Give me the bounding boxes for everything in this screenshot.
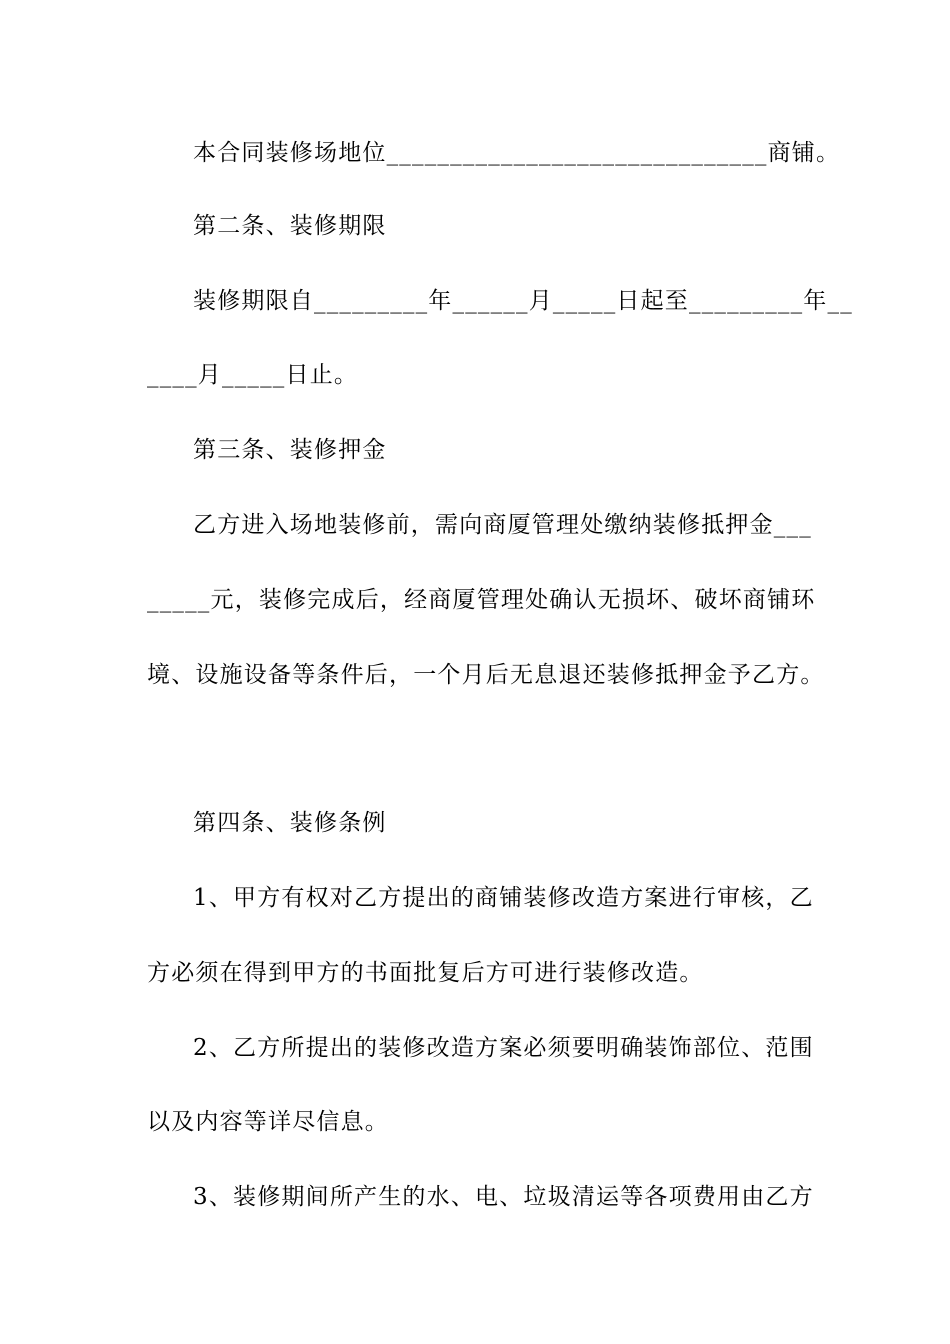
text-line-rule-3a: 3、装修期间所产生的水、电、垃圾清运等各项费用由乙方 [193, 1184, 814, 1210]
text-line-deposit-3: 境、设施设备等条件后，一个月后无息退还装修抵押金予乙方。 [147, 662, 825, 688]
article-3-heading: 第三条、装修押金 [193, 437, 387, 463]
text-line-period-1: 装修期限自_________年______月_____日起至_________年__ [193, 288, 853, 314]
text-line-deposit-1: 乙方进入场地装修前，需向商厦管理处缴纳装修抵押金___ [193, 512, 812, 538]
article-2-heading: 第二条、装修期限 [193, 213, 387, 239]
text-line-period-2: ____月_____日止。 [147, 362, 359, 388]
text-line-rule-1a: 1、甲方有权对乙方提出的商铺装修改造方案进行审核，乙 [193, 885, 814, 911]
text-line-deposit-2: _____元，装修完成后，经商厦管理处确认无损坏、破坏商铺环 [147, 587, 816, 613]
text-line-rule-1b: 方必须在得到甲方的书面批复后方可进行装修改造。 [147, 960, 704, 986]
text-line-rule-2b: 以及内容等详尽信息。 [147, 1109, 389, 1135]
text-line-rule-2a: 2、乙方所提出的装修改造方案必须要明确装饰部位、范围 [193, 1035, 814, 1061]
text-line-venue: 本合同装修场地位______________________________商铺。 [193, 140, 841, 166]
article-4-heading: 第四条、装修条例 [193, 810, 387, 836]
